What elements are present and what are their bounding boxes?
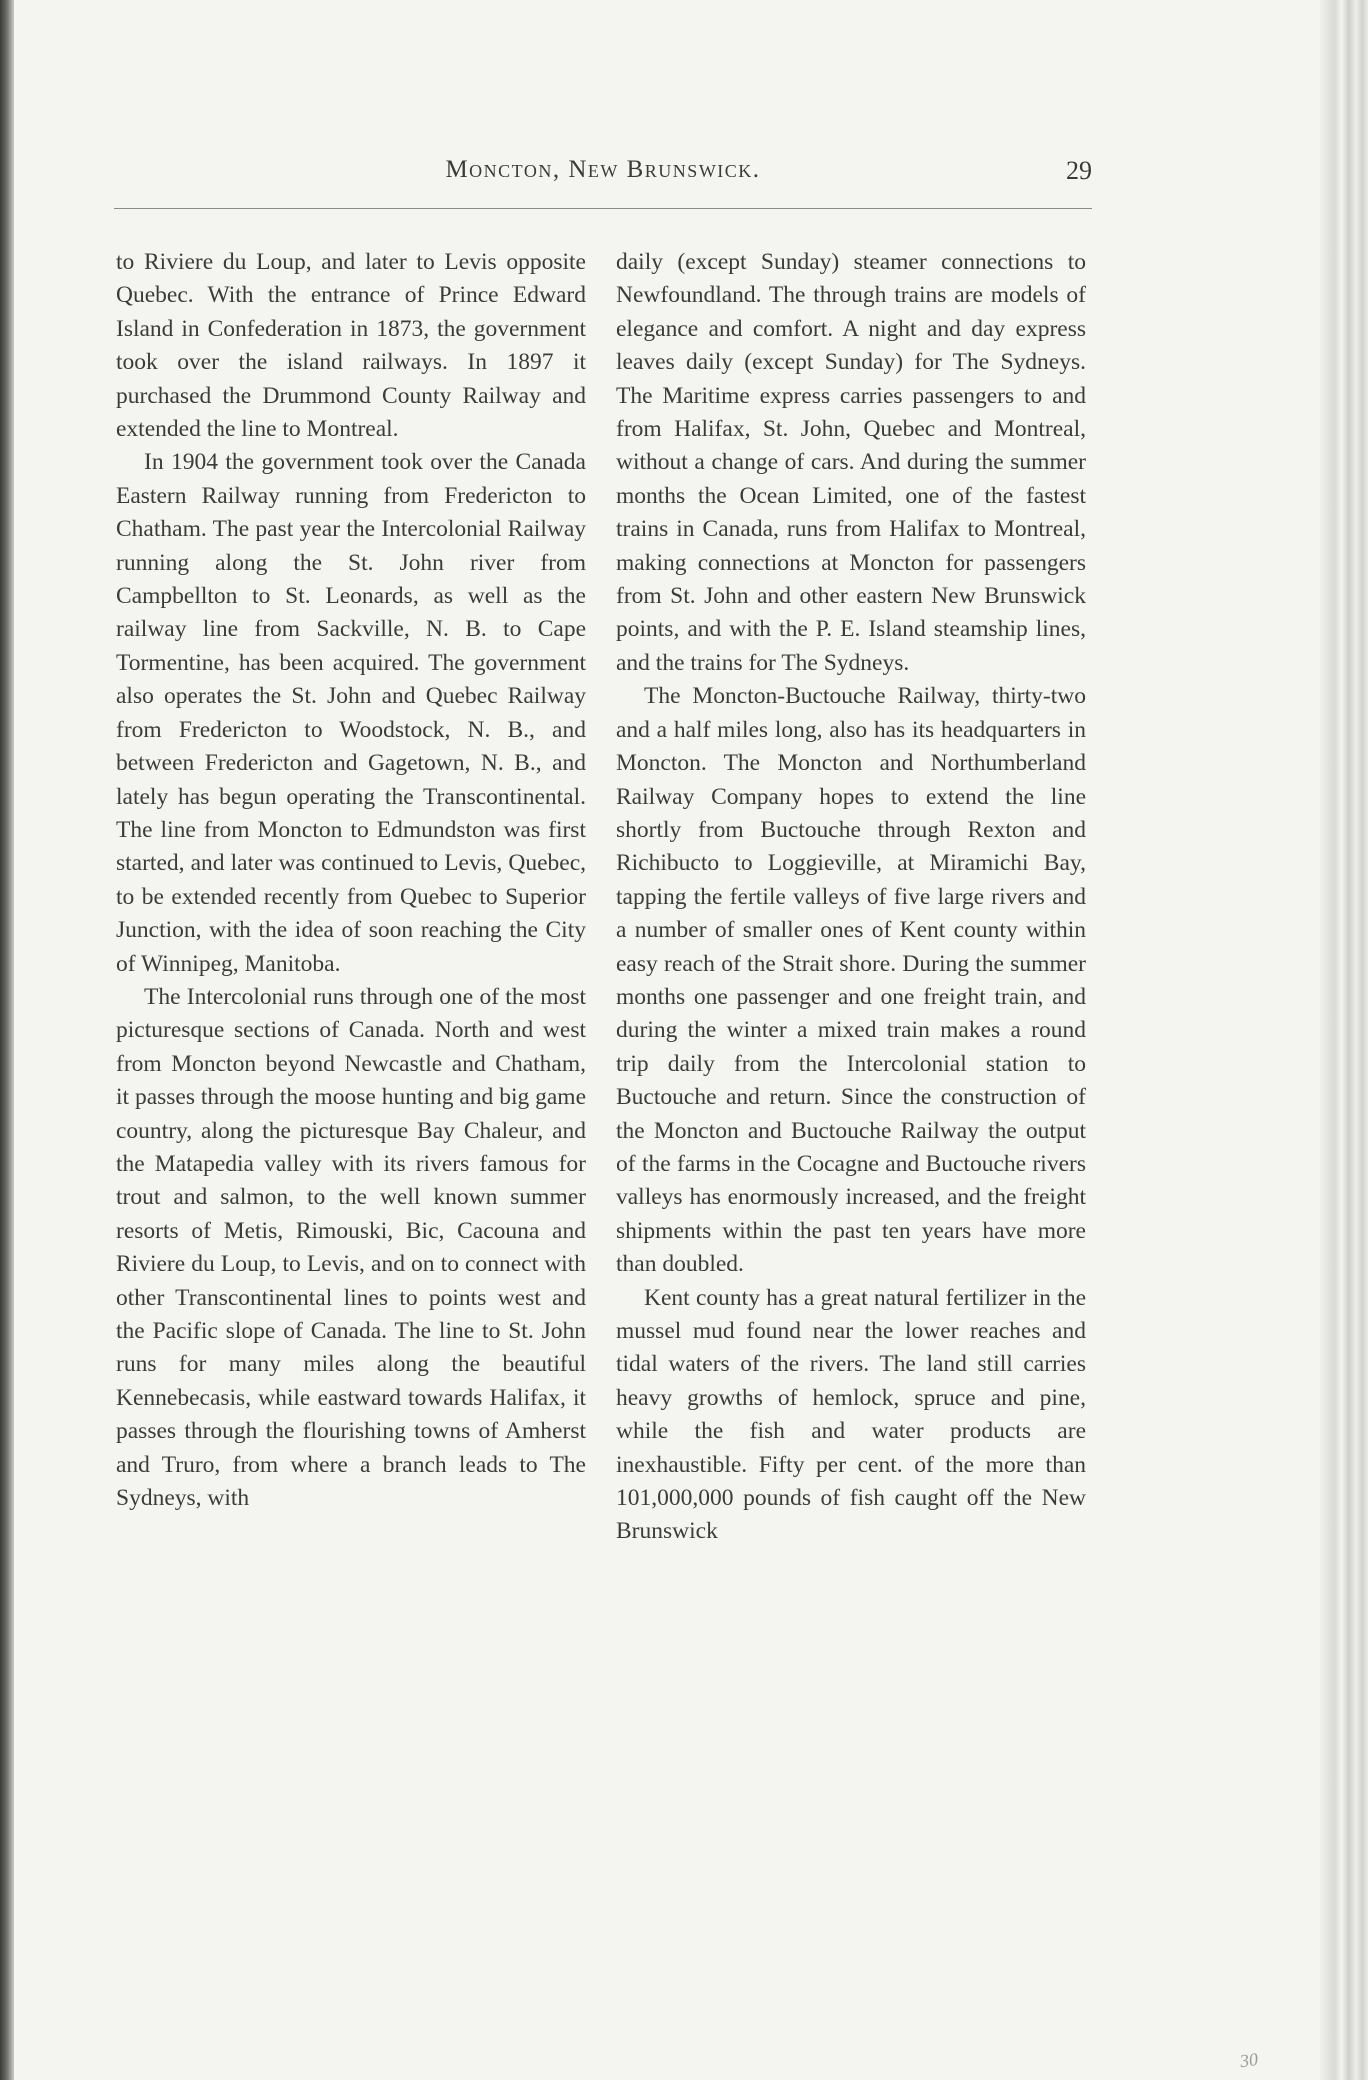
book-spine-shadow — [0, 0, 14, 2080]
running-head: Moncton, New Brunswick. — [445, 156, 761, 183]
paragraph: In 1904 the government took over the Canada Eastern Railway running from Fredericton to Chatham. The past year the Intercolonial Railway running along the St. John river from Campbellton to St. Leonards, as well as the railway line from Sackville, N. B. to Cape Tormentine, has been acquired. The government also operates the St. John and Quebec Railway from Fredericton to Woodstock, N. B., and between Fredericton and Gagetown, N. B., and lately has begun operating the Transcontinental. The line from Moncton to Edmundston was first started, and later was continued to Levis, Quebec, to be extended recently from Quebec to Superior Junction, with the idea of soon reaching the City of Winnipeg, Manitoba. — [116, 449, 586, 977]
header-rule — [114, 208, 1092, 209]
paragraph: The Moncton-Buctouche Railway, thirty-two and a half miles long, also has its headquarters in Moncton. The Moncton and Northumberland Railway Company hopes to extend the line shortly from Buctouche through Rexton and Richibucto to Loggieville, at Miramichi Bay, tapping the fertile valleys of five large rivers and a number of smaller ones of Kent county within easy reach of the Strait shore. During the summer months one passenger and one freight train, and during the winter a mixed train makes a round trip daily from the Intercolonial station to Buctouche and return. Since the construction of the Moncton and Buctouche Railway the output of the farms in the Cocagne and Buctouche rivers valleys has enormously increased, and the freight shipments within the past ten years have more than doubled. — [616, 683, 1086, 1278]
paragraph: daily (except Sunday) steamer connections to Newfoundland. The through trains are models of elegance and comfort. A night and day express leaves daily (except Sunday) for The Sydneys. The Maritime express carries passengers to and from Halifax, St. John, Quebec and Montreal, without a change of cars. And during the summer months the Ocean Limited, one of the fastest trains in Canada, runs from Halifax to Montreal, making connections at Moncton for passengers from St. John and other eastern New Brunswick points, and with the P. E. Island steamship lines, and the trains for The Sydneys. — [616, 249, 1086, 676]
page-edges — [1320, 0, 1368, 2080]
paragraph: The Intercolonial runs through one of the most picturesque sections of Canada. North and west from Moncton beyond Newcastle and Chatham, it passes through the moose hunting and big game country, along the picturesque Bay Chaleur, and the Matapedia valley with its rivers famous for trout and salmon, to the well known summer resorts of Metis, Rimouski, Bic, Cacouna and Riviere du Loup, to Levis, and on to connect with other Transcontinental lines to points west and the Pacific slope of Canada. The line to St. John runs for many miles along the beautiful Kennebecasis, while eastward towards Halifax, it passes through the flourishing towns of Amherst and Truro, from where a branch leads to The Sydneys, with — [116, 983, 586, 1512]
page-header — [114, 152, 1092, 202]
paragraph: Kent county has a great natural fertilizer in the mussel mud found near the lower reaches and tidal waters of the rivers. The land still carries heavy growths of hemlock, spruce and pine, while the fish and water products are inexhaustible. Fifty per cent. of the more than 101,000,000 pounds of fish caught off the New Brunswick — [616, 1284, 1086, 1545]
page-number: 29 — [1066, 156, 1092, 185]
paragraph: to Riviere du Loup, and later to Levis opposite Quebec. With the entrance of Prince Edward Island in Confederation in 1873, the government took over the island railways. In 1897 it purchased the Drummond County Railway and extended the line to Montreal. — [116, 249, 586, 443]
left-column — [116, 246, 586, 1515]
handwritten-page-note: 30 — [1238, 2048, 1260, 2072]
right-column — [616, 246, 1086, 1549]
